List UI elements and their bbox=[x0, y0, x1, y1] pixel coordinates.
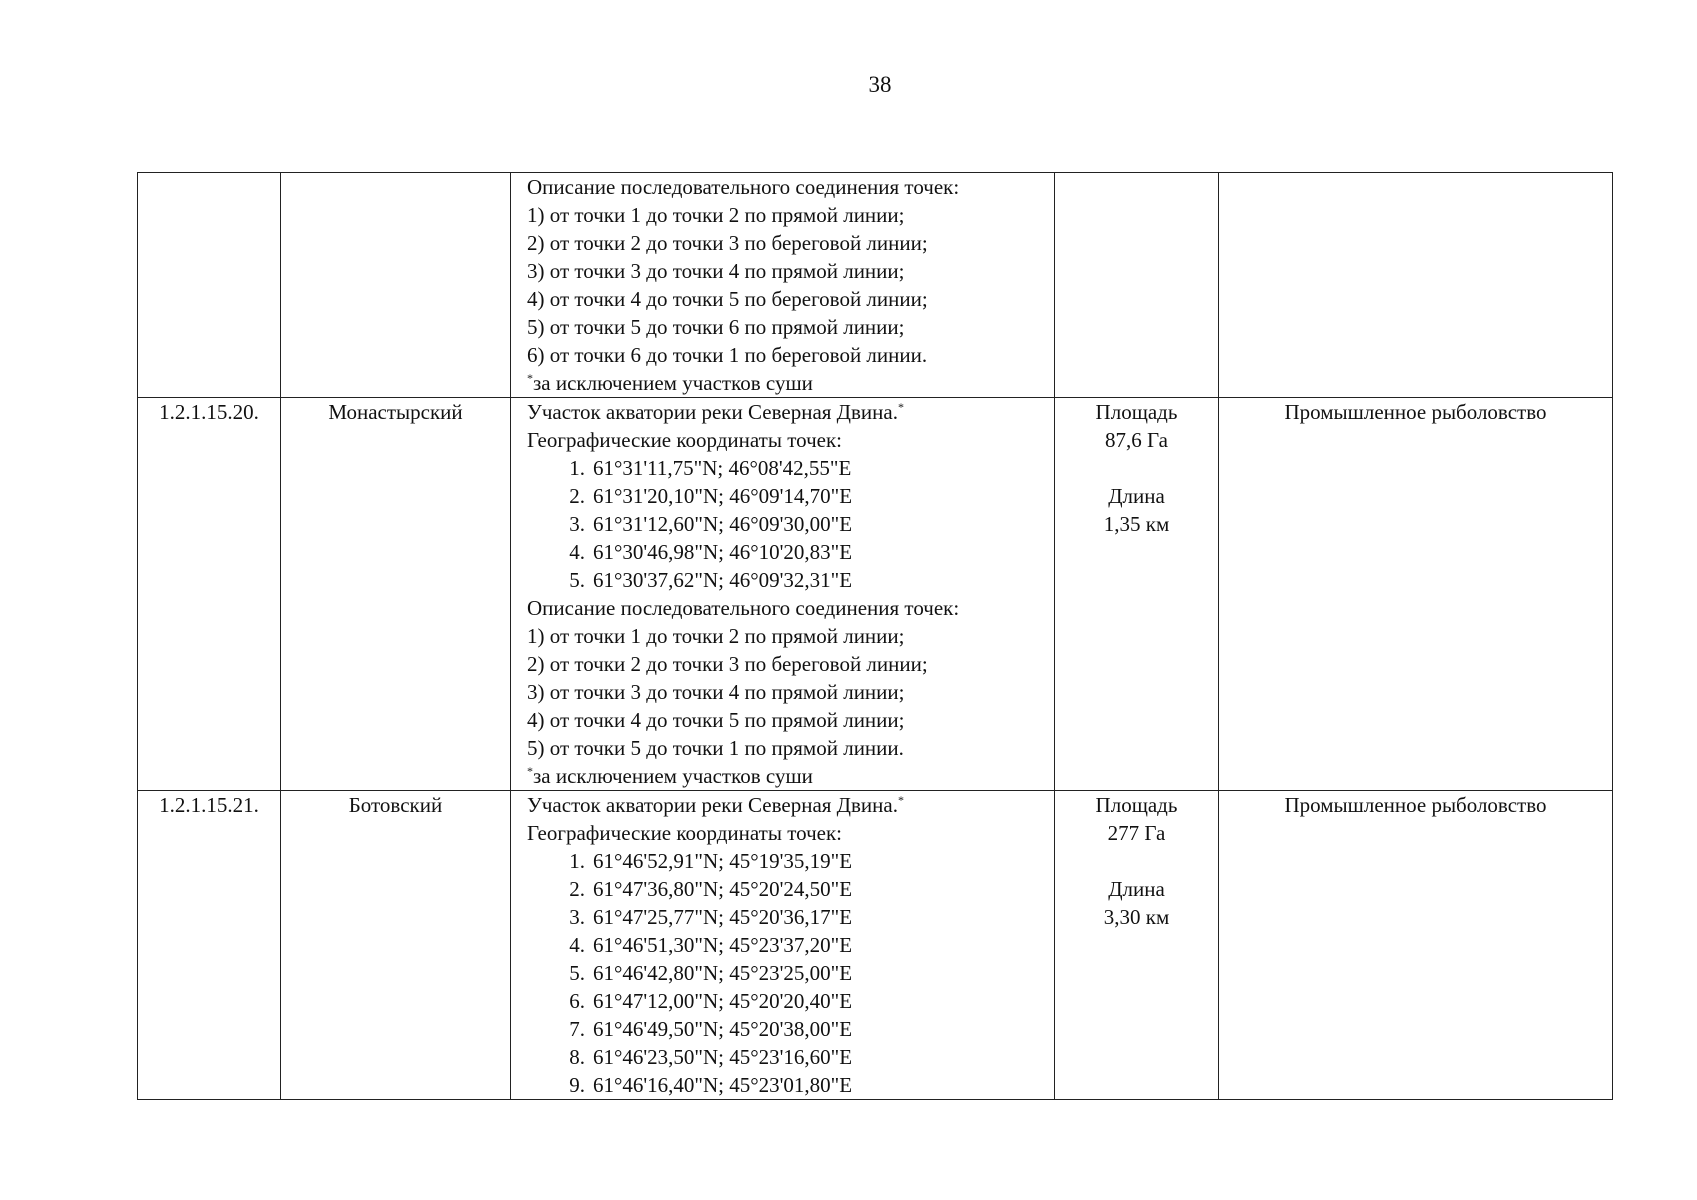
coordinate-item bbox=[527, 903, 1054, 931]
connection-step: 5) от точки 5 до точки 1 по прямой линии. bbox=[527, 736, 904, 760]
area-value: 87,6 Га bbox=[1105, 428, 1168, 452]
site-use: Промышленное рыболовство bbox=[1219, 791, 1613, 1100]
coordinate-item bbox=[527, 959, 1054, 987]
length-value: 1,35 км bbox=[1103, 512, 1170, 536]
footnote-mark: * bbox=[527, 764, 533, 778]
coordinate-item bbox=[527, 566, 1054, 594]
coordinate-index: 5. bbox=[569, 568, 585, 592]
site-use: Промышленное рыболовство bbox=[1219, 398, 1613, 791]
coordinate-index: 4. bbox=[569, 540, 585, 564]
footnote-mark: * bbox=[527, 371, 533, 385]
connection-step: 4) от точки 4 до точки 5 по прямой линии; bbox=[527, 708, 905, 732]
site-name: Монастырский bbox=[281, 398, 511, 791]
table-row bbox=[138, 173, 1613, 398]
length-label: Длина bbox=[1108, 484, 1165, 508]
fishing-sites-table bbox=[137, 172, 1613, 1100]
coordinate-value: 61°30'46,98"N; 46°10'20,83"E bbox=[593, 540, 853, 564]
coords-title: Географические координаты точек: bbox=[527, 428, 842, 452]
coordinate-value: 61°46'23,50"N; 45°23'16,60"E bbox=[593, 1045, 853, 1069]
coordinate-value: 61°47'36,80"N; 45°20'24,50"E bbox=[593, 877, 853, 901]
intro-text: Участок акватории реки Северная Двина. bbox=[527, 400, 898, 424]
length-label: Длина bbox=[1108, 877, 1165, 901]
coordinate-item bbox=[527, 1015, 1054, 1043]
table-row bbox=[138, 791, 1613, 1100]
coordinate-item bbox=[527, 482, 1054, 510]
site-number bbox=[138, 173, 281, 398]
connection-step: 3) от точки 3 до точки 4 по прямой линии; bbox=[527, 680, 905, 704]
site-intro bbox=[527, 791, 1054, 819]
coordinate-index: 4. bbox=[569, 933, 585, 957]
connection-step: 4) от точки 4 до точки 5 по береговой линии; bbox=[527, 287, 928, 311]
connection-step: 6) от точки 6 до точки 1 по береговой линии. bbox=[527, 343, 928, 367]
table-row bbox=[138, 398, 1613, 791]
site-parameters bbox=[1055, 791, 1219, 1100]
connection-step: 1) от точки 1 до точки 2 по прямой линии; bbox=[527, 624, 905, 648]
site-description bbox=[511, 791, 1055, 1100]
page-number: 38 bbox=[868, 72, 892, 97]
coordinate-item bbox=[527, 987, 1054, 1015]
site-number: 1.2.1.15.20. bbox=[138, 398, 281, 791]
connection-step: 5) от точки 5 до точки 6 по прямой линии; bbox=[527, 315, 905, 339]
coordinate-index: 5. bbox=[569, 961, 585, 985]
site-name: Ботовский bbox=[281, 791, 511, 1100]
coordinate-index: 2. bbox=[569, 877, 585, 901]
coordinate-value: 61°47'25,77"N; 45°20'36,17"E bbox=[593, 905, 853, 929]
coordinate-item bbox=[527, 454, 1054, 482]
coords-title: Географические координаты точек: bbox=[527, 821, 842, 845]
coordinate-index: 3. bbox=[569, 905, 585, 929]
coordinate-item bbox=[527, 510, 1054, 538]
area-label: Площадь bbox=[1095, 793, 1178, 817]
coordinate-item bbox=[527, 1043, 1054, 1071]
footnote-text: за исключением участков суши bbox=[533, 371, 813, 395]
coordinate-value: 61°46'49,50"N; 45°20'38,00"E bbox=[593, 1017, 853, 1041]
site-name bbox=[281, 173, 511, 398]
coordinate-value: 61°46'16,40"N; 45°23'01,80"E bbox=[593, 1073, 853, 1097]
footnote bbox=[527, 369, 1054, 397]
coordinate-value: 61°31'20,10"N; 46°09'14,70"E bbox=[593, 484, 853, 508]
coordinate-value: 61°46'52,91"N; 45°19'35,19"E bbox=[593, 849, 853, 873]
site-parameters bbox=[1055, 398, 1219, 791]
coordinate-index: 8. bbox=[569, 1045, 585, 1069]
coordinate-index: 2. bbox=[569, 484, 585, 508]
coordinate-item bbox=[527, 1071, 1054, 1099]
coordinate-value: 61°47'12,00"N; 45°20'20,40"E bbox=[593, 989, 853, 1013]
coordinate-index: 3. bbox=[569, 512, 585, 536]
coordinate-item bbox=[527, 931, 1054, 959]
site-parameters bbox=[1055, 173, 1219, 398]
connection-step: 2) от точки 2 до точки 3 по береговой линии; bbox=[527, 231, 928, 255]
coordinate-value: 61°46'51,30"N; 45°23'37,20"E bbox=[593, 933, 853, 957]
footnote bbox=[527, 762, 1054, 790]
coordinate-value: 61°46'42,80"N; 45°23'25,00"E bbox=[593, 961, 853, 985]
coordinate-index: 7. bbox=[569, 1017, 585, 1041]
coordinate-value: 61°31'12,60"N; 46°09'30,00"E bbox=[593, 512, 853, 536]
intro-text: Участок акватории реки Северная Двина. bbox=[527, 793, 898, 817]
coordinate-item bbox=[527, 875, 1054, 903]
area-value: 277 Га bbox=[1107, 821, 1166, 845]
connection-title: Описание последовательного соединения точек: bbox=[527, 175, 960, 199]
site-use bbox=[1219, 173, 1613, 398]
site-number: 1.2.1.15.21. bbox=[138, 791, 281, 1100]
coordinate-index: 6. bbox=[569, 989, 585, 1013]
footnote-mark: * bbox=[897, 400, 904, 414]
connection-step: 1) от точки 1 до точки 2 по прямой линии; bbox=[527, 203, 905, 227]
coordinate-item bbox=[527, 847, 1054, 875]
site-description bbox=[511, 173, 1055, 398]
connection-step: 3) от точки 3 до точки 4 по прямой линии; bbox=[527, 259, 905, 283]
site-description bbox=[511, 398, 1055, 791]
length-value: 3,30 км bbox=[1103, 905, 1170, 929]
coordinate-item bbox=[527, 538, 1054, 566]
coordinate-index: 1. bbox=[569, 456, 585, 480]
footnote-mark: * bbox=[897, 793, 904, 807]
coordinate-index: 9. bbox=[569, 1073, 585, 1097]
coordinate-value: 61°31'11,75"N; 46°08'42,55"E bbox=[593, 456, 852, 480]
connection-title: Описание последовательного соединения точек: bbox=[527, 596, 960, 620]
connection-step: 2) от точки 2 до точки 3 по береговой линии; bbox=[527, 652, 928, 676]
footnote-text: за исключением участков суши bbox=[533, 764, 813, 788]
coordinate-index: 1. bbox=[569, 849, 585, 873]
coordinate-value: 61°30'37,62"N; 46°09'32,31"E bbox=[593, 568, 853, 592]
area-label: Площадь bbox=[1095, 400, 1178, 424]
site-intro bbox=[527, 398, 1054, 426]
